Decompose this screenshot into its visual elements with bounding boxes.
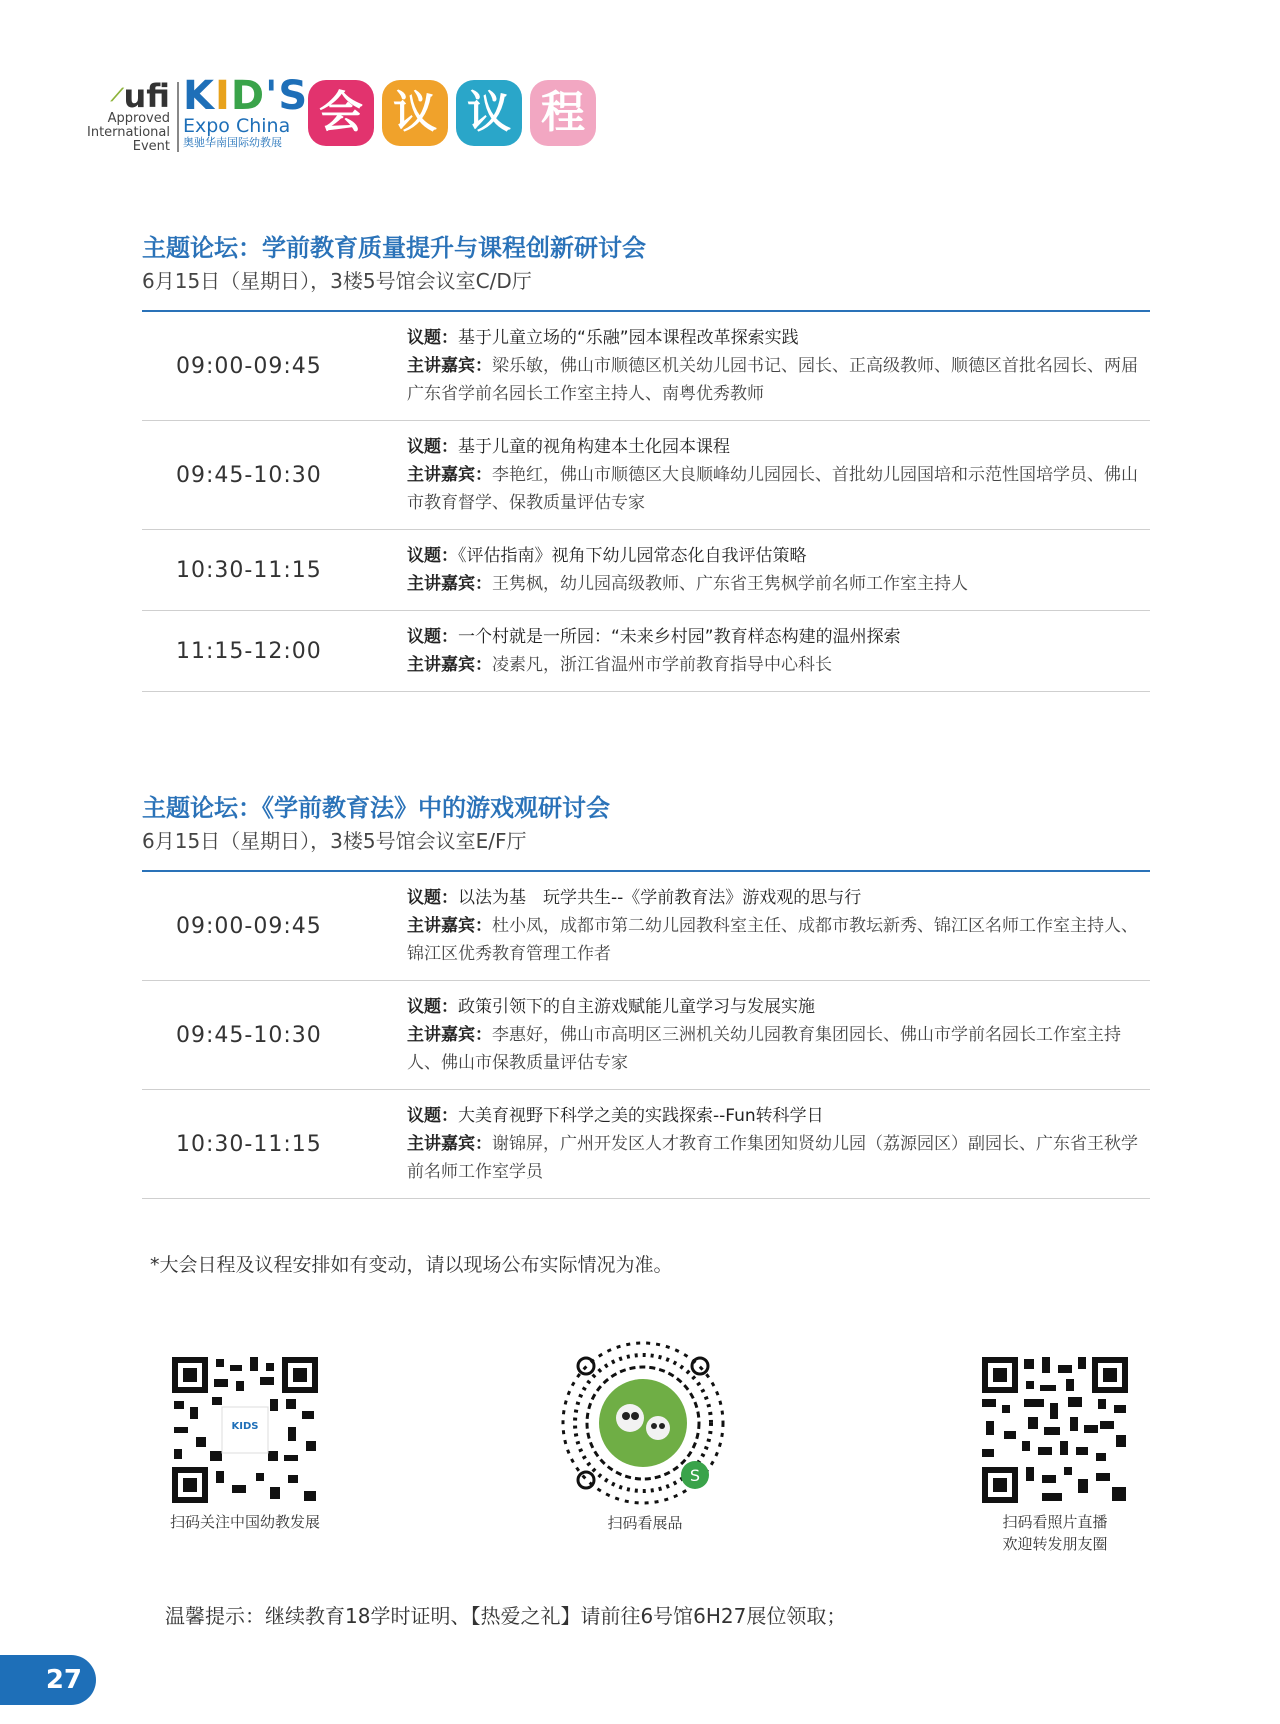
- topic-text: 以法为基 玩学共生--《学前教育法》游戏观的思与行: [458, 888, 862, 908]
- ufi-line: Event: [132, 139, 170, 154]
- title-tile: 程: [530, 80, 596, 146]
- topic-text: 基于儿童立场的“乐融”园本课程改革探索实践: [458, 328, 799, 348]
- svg-text:KIDS: KIDS: [231, 1421, 259, 1432]
- qr-caption: 扫码看照片直播: [1002, 1513, 1108, 1531]
- header: [80, 74, 780, 164]
- section-subtitle: 6月15日（星期日），3楼5号馆会议室C/D厅: [142, 269, 532, 293]
- speaker-label: 主讲嘉宾：: [407, 1134, 492, 1154]
- ufi-line: International: [87, 125, 170, 140]
- schedule-note: *大会日程及议程安排如有变动，请以现场公布实际情况为准。: [150, 1254, 673, 1276]
- forum-section-2: [142, 792, 1150, 1199]
- forum-section-1: [142, 232, 1150, 692]
- qr-code-icon: [980, 1355, 1130, 1505]
- agenda-row: [142, 530, 1150, 611]
- kids-letter: 'S: [265, 73, 309, 119]
- agenda-row: [142, 312, 1150, 421]
- agenda-row: [142, 611, 1150, 692]
- speaker-text: 李惠好，佛山市高明区三洲机关幼儿园教育集团园长、佛山市学前名园长工作室主持人、佛山市保教质量评估专家: [407, 1025, 1121, 1073]
- agenda-row: [142, 872, 1150, 981]
- speaker-label: 主讲嘉宾：: [407, 916, 492, 936]
- agenda-time: 11:15-12:00: [176, 638, 322, 664]
- topic-text: 基于儿童的视角构建本土化园本课程: [458, 437, 730, 457]
- topic-label: 议题：: [407, 627, 458, 647]
- speaker-text: 谢锦屏，广州开发区人才教育工作集团知贤幼儿园（荔源园区）副园长、广东省王秋学前名师工作室学员: [407, 1134, 1138, 1182]
- qr-photo-live[interactable]: [975, 1355, 1135, 1555]
- section-subtitle: 6月15日（星期日），3楼5号馆会议室E/F厅: [142, 829, 527, 853]
- speaker-label: 主讲嘉宾：: [407, 574, 492, 594]
- agenda-row: [142, 1090, 1150, 1199]
- svg-text:S: S: [689, 1466, 701, 1485]
- section-title: 主题论坛：《学前教育法》中的游戏观研讨会: [142, 794, 610, 822]
- ufi-mark: ufi: [123, 77, 170, 115]
- ufi-line: Approved: [107, 111, 170, 126]
- speaker-label: 主讲嘉宾：: [407, 356, 492, 376]
- qr-caption: 扫码关注中国幼教发展: [169, 1513, 320, 1531]
- page-number: 27: [0, 1655, 96, 1705]
- speaker-label: 主讲嘉宾：: [407, 655, 492, 675]
- kids-letter: I: [215, 73, 231, 119]
- qr-caption: 扫码看展品: [607, 1514, 683, 1532]
- agenda-time: 09:00-09:45: [176, 913, 322, 939]
- ufi-logo: [80, 77, 170, 154]
- agenda-time: 10:30-11:15: [176, 557, 322, 583]
- topic-label: 议题：: [407, 546, 458, 566]
- speaker-text: 王隽枫，幼儿园高级教师、广东省王隽枫学前名师工作室主持人: [492, 574, 968, 594]
- agenda-time: 09:45-10:30: [176, 1022, 322, 1048]
- kids-expo-logo: [183, 73, 309, 150]
- speaker-text: 李艳红，佛山市顺德区大良顺峰幼儿园园长、首批幼儿园国培和示范性国培学员、佛山市教育督学、保教质量评估专家: [407, 465, 1138, 513]
- topic-label: 议题：: [407, 888, 458, 908]
- kids-cn: 奥驰华南国际幼教展: [183, 136, 282, 149]
- speaker-text: 梁乐敏，佛山市顺德区机关幼儿园书记、园长、正高级教师、顺德区首批名园长、两届广东省学前名园长工作室主持人、南粤优秀教师: [407, 356, 1138, 404]
- ufi-leaf-icon: ⟋: [110, 85, 124, 106]
- agenda-time: 09:00-09:45: [176, 353, 322, 379]
- speaker-label: 主讲嘉宾：: [407, 1025, 492, 1045]
- speaker-text: 杜小凤，成都市第二幼儿园教科室主任、成都市教坛新秀、锦江区名师工作室主持人、锦江区优秀教育管理工作者: [407, 916, 1138, 964]
- topic-text: 《评估指南》视角下幼儿园常态化自我评估策略: [458, 546, 807, 566]
- qr-wechat-follow[interactable]: [165, 1355, 325, 1533]
- section-title: 主题论坛：学前教育质量提升与课程创新研讨会: [142, 234, 646, 262]
- kids-letter: D: [230, 73, 266, 119]
- agenda-time: 09:45-10:30: [176, 462, 322, 488]
- agenda-row: [142, 421, 1150, 530]
- topic-label: 议题：: [407, 1106, 458, 1126]
- topic-label: 议题：: [407, 328, 458, 348]
- title-tile: 议: [456, 80, 522, 146]
- topic-label: 议题：: [407, 997, 458, 1017]
- agenda-row: [142, 981, 1150, 1090]
- qr-caption: 欢迎转发朋友圈: [1002, 1535, 1108, 1553]
- topic-label: 议题：: [407, 437, 458, 457]
- topic-text: 一个村就是一所园：“未来乡村园”教育样态构建的温州探索: [458, 627, 901, 647]
- topic-text: 政策引领下的自主游戏赋能儿童学习与发展实施: [458, 997, 815, 1017]
- logo-divider: [177, 82, 179, 152]
- mini-program-code-icon: [560, 1340, 726, 1506]
- speaker-text: 凌素凡，浙江省温州市学前教育指导中心科长: [492, 655, 832, 675]
- title-tile: 会: [308, 80, 374, 146]
- topic-text: 大美育视野下科学之美的实践探索--Fun转科学日: [458, 1106, 824, 1126]
- reminder-tip: 温馨提示：继续教育18学时证明、【热爱之礼】请前往6号馆6H27展位领取；: [165, 1604, 847, 1628]
- page-title: [308, 80, 604, 146]
- qr-code-icon: [170, 1355, 320, 1505]
- qr-mini-program[interactable]: [560, 1340, 730, 1534]
- kids-sub: Expo China: [183, 115, 291, 137]
- agenda-time: 10:30-11:15: [176, 1131, 322, 1157]
- kids-letter: K: [183, 73, 215, 119]
- title-tile: 议: [382, 80, 448, 146]
- speaker-label: 主讲嘉宾：: [407, 465, 492, 485]
